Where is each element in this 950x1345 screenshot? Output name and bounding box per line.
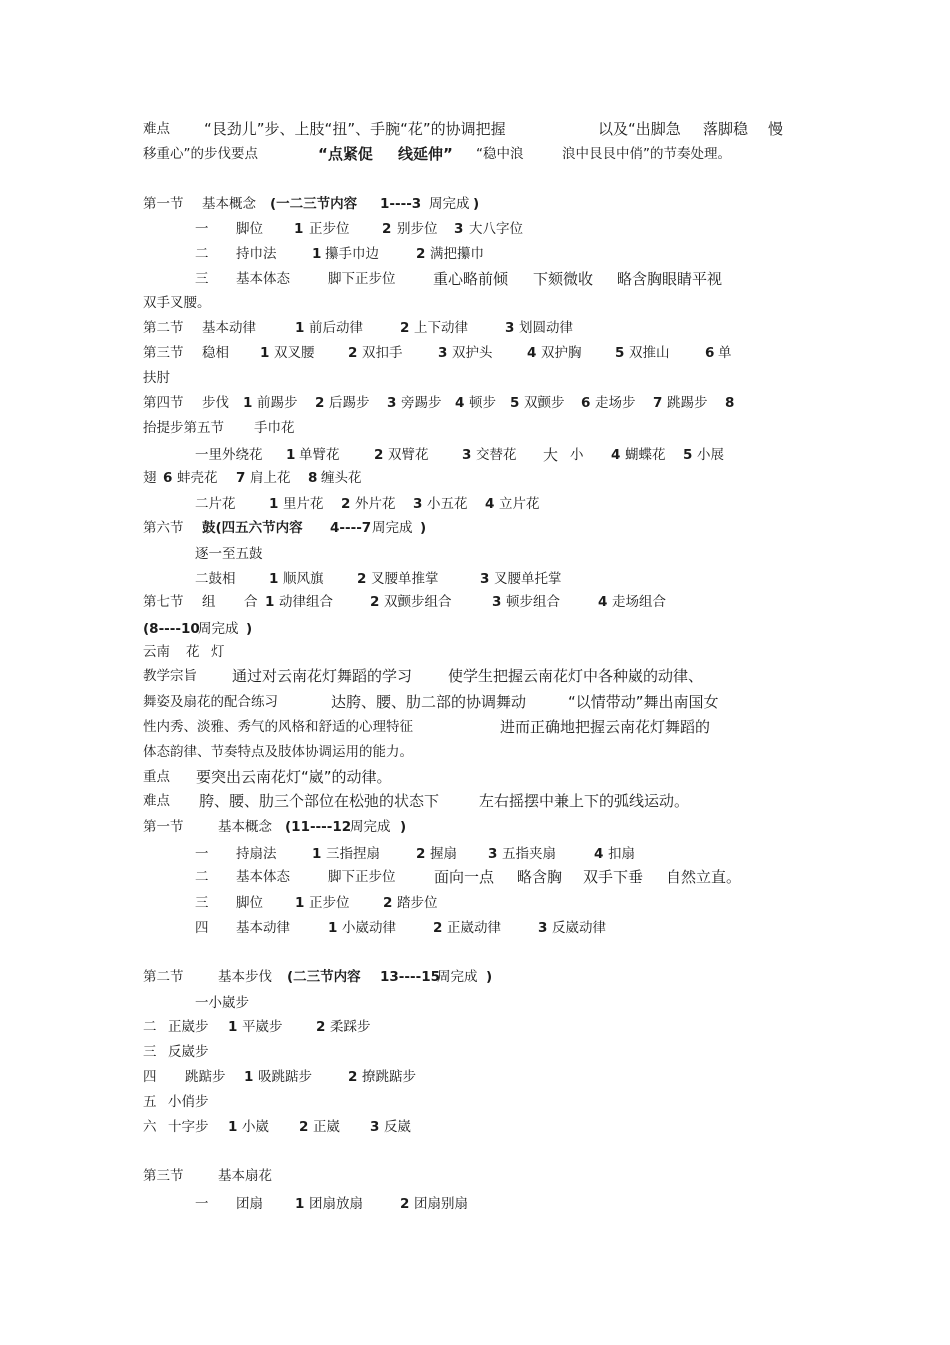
text-segment: 3 xyxy=(462,447,472,463)
text-segment: 立片花 xyxy=(499,496,540,512)
text-segment: 4 xyxy=(598,594,608,610)
text-segment: 基本体态 xyxy=(236,271,290,287)
text-segment: 合 xyxy=(244,594,258,610)
text-segment: 平崴步 xyxy=(242,1019,283,1035)
text-segment: 第二节 xyxy=(143,320,184,336)
text-segment: 教学宗旨 xyxy=(143,668,197,684)
text-segment: 双颤步 xyxy=(524,395,565,411)
text-segment: 2 xyxy=(357,571,367,587)
text-segment: 13----15 xyxy=(380,969,440,985)
text-segment: 小五花 xyxy=(427,496,468,512)
text-segment: 六 xyxy=(143,1119,157,1135)
text-segment: 进而正确地把握云南花灯舞蹈的 xyxy=(500,718,711,736)
text-segment: 后踢步 xyxy=(329,395,370,411)
text-segment: 正崴 xyxy=(313,1119,340,1135)
text-segment: 1 xyxy=(260,345,270,361)
text-segment: 双臂花 xyxy=(388,447,429,463)
text-segment: 基本概念 xyxy=(218,819,272,835)
text-segment: 走场步 xyxy=(595,395,636,411)
text-segment: 五指夹扇 xyxy=(502,846,556,862)
text-segment: 性内秀、淡雅、秀气的风格和舒适的心理特征 xyxy=(143,719,413,735)
text-segment: 2 xyxy=(382,221,392,237)
text-segment: 顺风旗 xyxy=(283,571,324,587)
text-segment: 第六节 xyxy=(143,520,184,536)
text-segment: 第一节 xyxy=(143,819,184,835)
text-segment: 胯、腰、肋三个部位在松弛的状态下 xyxy=(199,792,440,810)
text-segment: (11----12 xyxy=(285,819,352,835)
text-segment: 3 xyxy=(480,571,490,587)
text-segment: 基本动律 xyxy=(202,320,256,336)
text-segment: 第三节 xyxy=(143,1168,184,1184)
text-segment: 双颤步组合 xyxy=(384,594,452,610)
text-segment: 里片花 xyxy=(283,496,324,512)
text-segment: 周完成 xyxy=(437,969,478,985)
text-segment: 体态韵律、节奏特点及肢体协调运用的能力。 xyxy=(143,744,413,760)
text-segment: “艮劲儿”步、上肢“扭”、手腕“花”的协调把握 xyxy=(204,120,506,138)
text-segment: 略含胸 xyxy=(517,868,563,886)
text-segment: 基本体态 xyxy=(236,869,290,885)
text-segment: 2 xyxy=(348,345,358,361)
text-segment: 1 xyxy=(328,920,338,936)
text-segment: 7 xyxy=(653,395,663,411)
text-segment: 正崴步 xyxy=(168,1019,209,1035)
text-segment: 难点 xyxy=(143,793,170,809)
text-segment: 3 xyxy=(492,594,502,610)
text-segment: 一 xyxy=(195,221,209,237)
text-segment: 肩上花 xyxy=(250,470,291,486)
text-segment: 走场组合 xyxy=(612,594,666,610)
text-segment: 2 xyxy=(315,395,325,411)
text-segment: 第七节 xyxy=(143,594,184,610)
text-segment: 扣扇 xyxy=(608,846,635,862)
text-segment: 双手下垂 xyxy=(583,868,644,886)
text-segment: 以及“出脚急 xyxy=(598,120,681,138)
text-segment: 四 xyxy=(143,1069,157,1085)
text-segment: 团扇 xyxy=(236,1196,263,1212)
text-segment: 舞姿及扇花的配合练习 xyxy=(143,694,278,710)
text-segment: 三指捏扇 xyxy=(326,846,380,862)
text-segment: 顿步组合 xyxy=(506,594,560,610)
text-segment: 步伐 xyxy=(202,395,229,411)
text-segment: 逐一至五鼓 xyxy=(195,546,263,562)
text-segment: 周完成 xyxy=(350,819,391,835)
text-segment: 基本动律 xyxy=(236,920,290,936)
text-segment: 花 xyxy=(186,644,200,660)
text-segment: 别步位 xyxy=(397,221,438,237)
text-segment: 1 xyxy=(269,571,279,587)
text-segment: 1 xyxy=(312,246,322,262)
text-segment: 跳踢步 xyxy=(667,395,708,411)
text-segment: 灯 xyxy=(211,644,225,660)
text-segment: 攥手巾边 xyxy=(325,246,379,262)
text-segment: 脚下正步位 xyxy=(328,271,396,287)
text-segment: 2 xyxy=(316,1019,326,1035)
text-segment: 要突出云南花灯“崴”的动律。 xyxy=(196,768,392,786)
text-segment: 前后动律 xyxy=(309,320,363,336)
text-segment: 2 xyxy=(416,246,426,262)
text-segment: 重点 xyxy=(143,769,170,785)
text-segment: 小展 xyxy=(697,447,724,463)
text-segment: 反崴动律 xyxy=(552,920,606,936)
text-segment: 第二节 xyxy=(143,969,184,985)
text-segment: 撩跳踮步 xyxy=(362,1069,416,1085)
text-segment: 重心略前倾 xyxy=(433,270,509,288)
text-segment: 双护头 xyxy=(452,345,493,361)
text-segment: 踏步位 xyxy=(397,895,438,911)
text-segment: 十字步 xyxy=(168,1119,209,1135)
text-segment: 单 xyxy=(718,345,732,361)
text-segment: 正步位 xyxy=(309,221,350,237)
text-segment: 正步位 xyxy=(309,895,350,911)
text-segment: 1 xyxy=(295,320,305,336)
text-segment: 1 xyxy=(295,895,305,911)
text-segment: 双护胸 xyxy=(541,345,582,361)
text-segment: 稳相 xyxy=(202,345,229,361)
text-segment: 云南 xyxy=(143,644,170,660)
text-segment: 团扇别扇 xyxy=(414,1196,468,1212)
text-segment: 小俏步 xyxy=(168,1094,209,1110)
text-segment: 翅 xyxy=(143,470,157,486)
text-segment: 1----3 xyxy=(380,196,422,212)
text-segment: 基本扇花 xyxy=(218,1168,272,1184)
text-segment: 2 xyxy=(374,447,384,463)
text-segment: 三 xyxy=(195,271,209,287)
text-segment: 缠头花 xyxy=(321,470,362,486)
text-segment: 手巾花 xyxy=(254,420,295,436)
text-segment: 一 xyxy=(195,1196,209,1212)
text-segment: 4 xyxy=(594,846,604,862)
text-segment: 满把攥巾 xyxy=(430,246,484,262)
text-segment: 3 xyxy=(505,320,515,336)
text-segment: “稳中浪 xyxy=(476,146,524,162)
text-segment: 2 xyxy=(370,594,380,610)
text-segment: 慢 xyxy=(768,120,784,138)
text-segment: 1 xyxy=(243,395,253,411)
text-segment: 外片花 xyxy=(355,496,396,512)
text-segment: 扶肘 xyxy=(143,370,170,386)
text-segment: 团扇放扇 xyxy=(309,1196,363,1212)
text-segment: 8 xyxy=(308,470,318,486)
text-segment: 前踢步 xyxy=(257,395,298,411)
text-segment: 握扇 xyxy=(430,846,457,862)
text-segment: 1 xyxy=(228,1119,238,1135)
text-segment: 8 xyxy=(725,395,735,411)
text-segment: 小崴动律 xyxy=(342,920,396,936)
text-segment: 双叉腰 xyxy=(274,345,315,361)
text-segment: ) xyxy=(420,520,427,536)
text-segment: 周完成 xyxy=(429,196,470,212)
text-segment: 叉腰单推掌 xyxy=(371,571,439,587)
text-segment: 一小崴步 xyxy=(195,995,249,1011)
text-segment: 5 xyxy=(510,395,520,411)
text-segment: 2 xyxy=(400,1196,410,1212)
text-segment: (二三节内容 xyxy=(287,969,361,985)
text-segment: 五 xyxy=(143,1094,157,1110)
text-segment: 下颏微收 xyxy=(533,270,594,288)
text-segment: 旁踢步 xyxy=(401,395,442,411)
text-segment: 第三节 xyxy=(143,345,184,361)
text-segment: 3 xyxy=(370,1119,380,1135)
text-segment: 1 xyxy=(312,846,322,862)
text-segment: 3 xyxy=(413,496,423,512)
text-segment: 3 xyxy=(454,221,464,237)
text-segment: 1 xyxy=(286,447,296,463)
text-segment: 使学生把握云南花灯中各种崴的动律、 xyxy=(448,667,704,685)
text-segment: 1 xyxy=(294,221,304,237)
text-segment: 6 xyxy=(163,470,173,486)
text-segment: 4 xyxy=(611,447,621,463)
text-segment: 通过对云南花灯舞蹈的学习 xyxy=(232,667,413,685)
text-segment: 二鼓相 xyxy=(195,571,236,587)
text-segment: 抬提步第五节 xyxy=(143,420,224,436)
text-segment: 一 xyxy=(195,846,209,862)
text-segment: ) xyxy=(400,819,407,835)
text-segment: (一二三节内容 xyxy=(270,196,358,212)
text-segment: 线延伸” xyxy=(398,145,453,163)
text-segment: 基本步伐 xyxy=(218,969,272,985)
text-segment: 1 xyxy=(228,1019,238,1035)
text-segment: 脚位 xyxy=(236,221,263,237)
text-segment: 二 xyxy=(195,869,209,885)
text-segment: 四 xyxy=(195,920,209,936)
text-segment: 划圆动律 xyxy=(519,320,573,336)
text-segment: 略含胸眼睛平视 xyxy=(617,270,723,288)
text-segment: 二 xyxy=(143,1019,157,1035)
text-segment: 6 xyxy=(581,395,591,411)
text-segment: 小崴 xyxy=(242,1119,269,1135)
text-segment: 组 xyxy=(202,594,216,610)
text-segment: 大八字位 xyxy=(469,221,523,237)
text-segment: 自然立直。 xyxy=(666,868,742,886)
text-segment: 小 xyxy=(570,447,584,463)
text-segment: 交替花 xyxy=(476,447,517,463)
text-segment: 周完成 xyxy=(198,621,239,637)
text-segment: 二 xyxy=(195,246,209,262)
text-segment: 跳踮步 xyxy=(185,1069,226,1085)
text-segment: 双手叉腰。 xyxy=(143,295,211,311)
text-segment: ) xyxy=(473,196,480,212)
text-segment: 蚌壳花 xyxy=(177,470,218,486)
text-segment: ) xyxy=(486,969,493,985)
text-segment: 顿步 xyxy=(469,395,496,411)
text-segment: 落脚稳 xyxy=(703,120,749,138)
text-segment: 浪中艮艮中俏”的节奏处理。 xyxy=(562,146,731,162)
text-segment: 二片花 xyxy=(195,496,236,512)
text-segment: 1 xyxy=(269,496,279,512)
text-segment: 反崴步 xyxy=(168,1044,209,1060)
text-segment: 2 xyxy=(383,895,393,911)
text-segment: 面向一点 xyxy=(434,868,495,886)
text-segment: 1 xyxy=(244,1069,254,1085)
text-segment: 难点 xyxy=(143,121,170,137)
text-segment: 叉腰单托掌 xyxy=(494,571,562,587)
text-segment: 三 xyxy=(143,1044,157,1060)
text-segment: 6 xyxy=(705,345,715,361)
text-segment: 第一节 xyxy=(143,196,184,212)
text-segment: 4 xyxy=(455,395,465,411)
text-segment: 2 xyxy=(341,496,351,512)
text-segment: 动律组合 xyxy=(279,594,333,610)
text-segment: 2 xyxy=(348,1069,358,1085)
text-segment: (8----10 xyxy=(143,621,200,637)
text-segment: 2 xyxy=(400,320,410,336)
text-segment: 3 xyxy=(387,395,397,411)
text-segment: 2 xyxy=(299,1119,309,1135)
text-segment: 上下动律 xyxy=(414,320,468,336)
text-segment: 正崴动律 xyxy=(447,920,501,936)
text-segment: 双扣手 xyxy=(362,345,403,361)
text-segment: 反崴 xyxy=(384,1119,411,1135)
text-segment: “以情带动”舞出南国女 xyxy=(568,693,719,711)
text-segment: 7 xyxy=(236,470,246,486)
text-segment: 4 xyxy=(485,496,495,512)
text-segment: 5 xyxy=(683,447,693,463)
text-segment: 移重心”的步伐要点 xyxy=(143,146,258,162)
text-segment: ) xyxy=(246,621,253,637)
text-segment: 蝴蝶花 xyxy=(625,447,666,463)
text-segment: “点紧促 xyxy=(318,145,373,163)
text-segment: 3 xyxy=(438,345,448,361)
text-segment: 1 xyxy=(265,594,275,610)
text-segment: 双推山 xyxy=(629,345,670,361)
text-segment: 4 xyxy=(527,345,537,361)
text-segment: 三 xyxy=(195,895,209,911)
text-segment: 单臂花 xyxy=(299,447,340,463)
text-segment: 基本概念 xyxy=(202,196,256,212)
text-segment: 持扇法 xyxy=(236,846,277,862)
text-segment: 第四节 xyxy=(143,395,184,411)
text-segment: 脚位 xyxy=(236,895,263,911)
text-segment: 2 xyxy=(416,846,426,862)
text-segment: 达胯、腰、肋二部的协调舞动 xyxy=(331,693,527,711)
text-segment: 4----7 xyxy=(330,520,372,536)
text-segment: 一里外绕花 xyxy=(195,447,263,463)
text-segment: 2 xyxy=(433,920,443,936)
text-segment: 1 xyxy=(295,1196,305,1212)
text-segment: 吸跳踮步 xyxy=(258,1069,312,1085)
text-segment: 3 xyxy=(538,920,548,936)
text-segment: 左右摇摆中兼上下的弧线运动。 xyxy=(479,792,690,810)
text-segment: 大 xyxy=(543,446,559,464)
text-segment: 脚下正步位 xyxy=(328,869,396,885)
text-segment: 鼓(四五六节内容 xyxy=(202,520,303,536)
text-segment: 周完成 xyxy=(372,520,413,536)
text-segment: 5 xyxy=(615,345,625,361)
text-segment: 持巾法 xyxy=(236,246,277,262)
text-segment: 柔踩步 xyxy=(330,1019,371,1035)
text-segment: 3 xyxy=(488,846,498,862)
